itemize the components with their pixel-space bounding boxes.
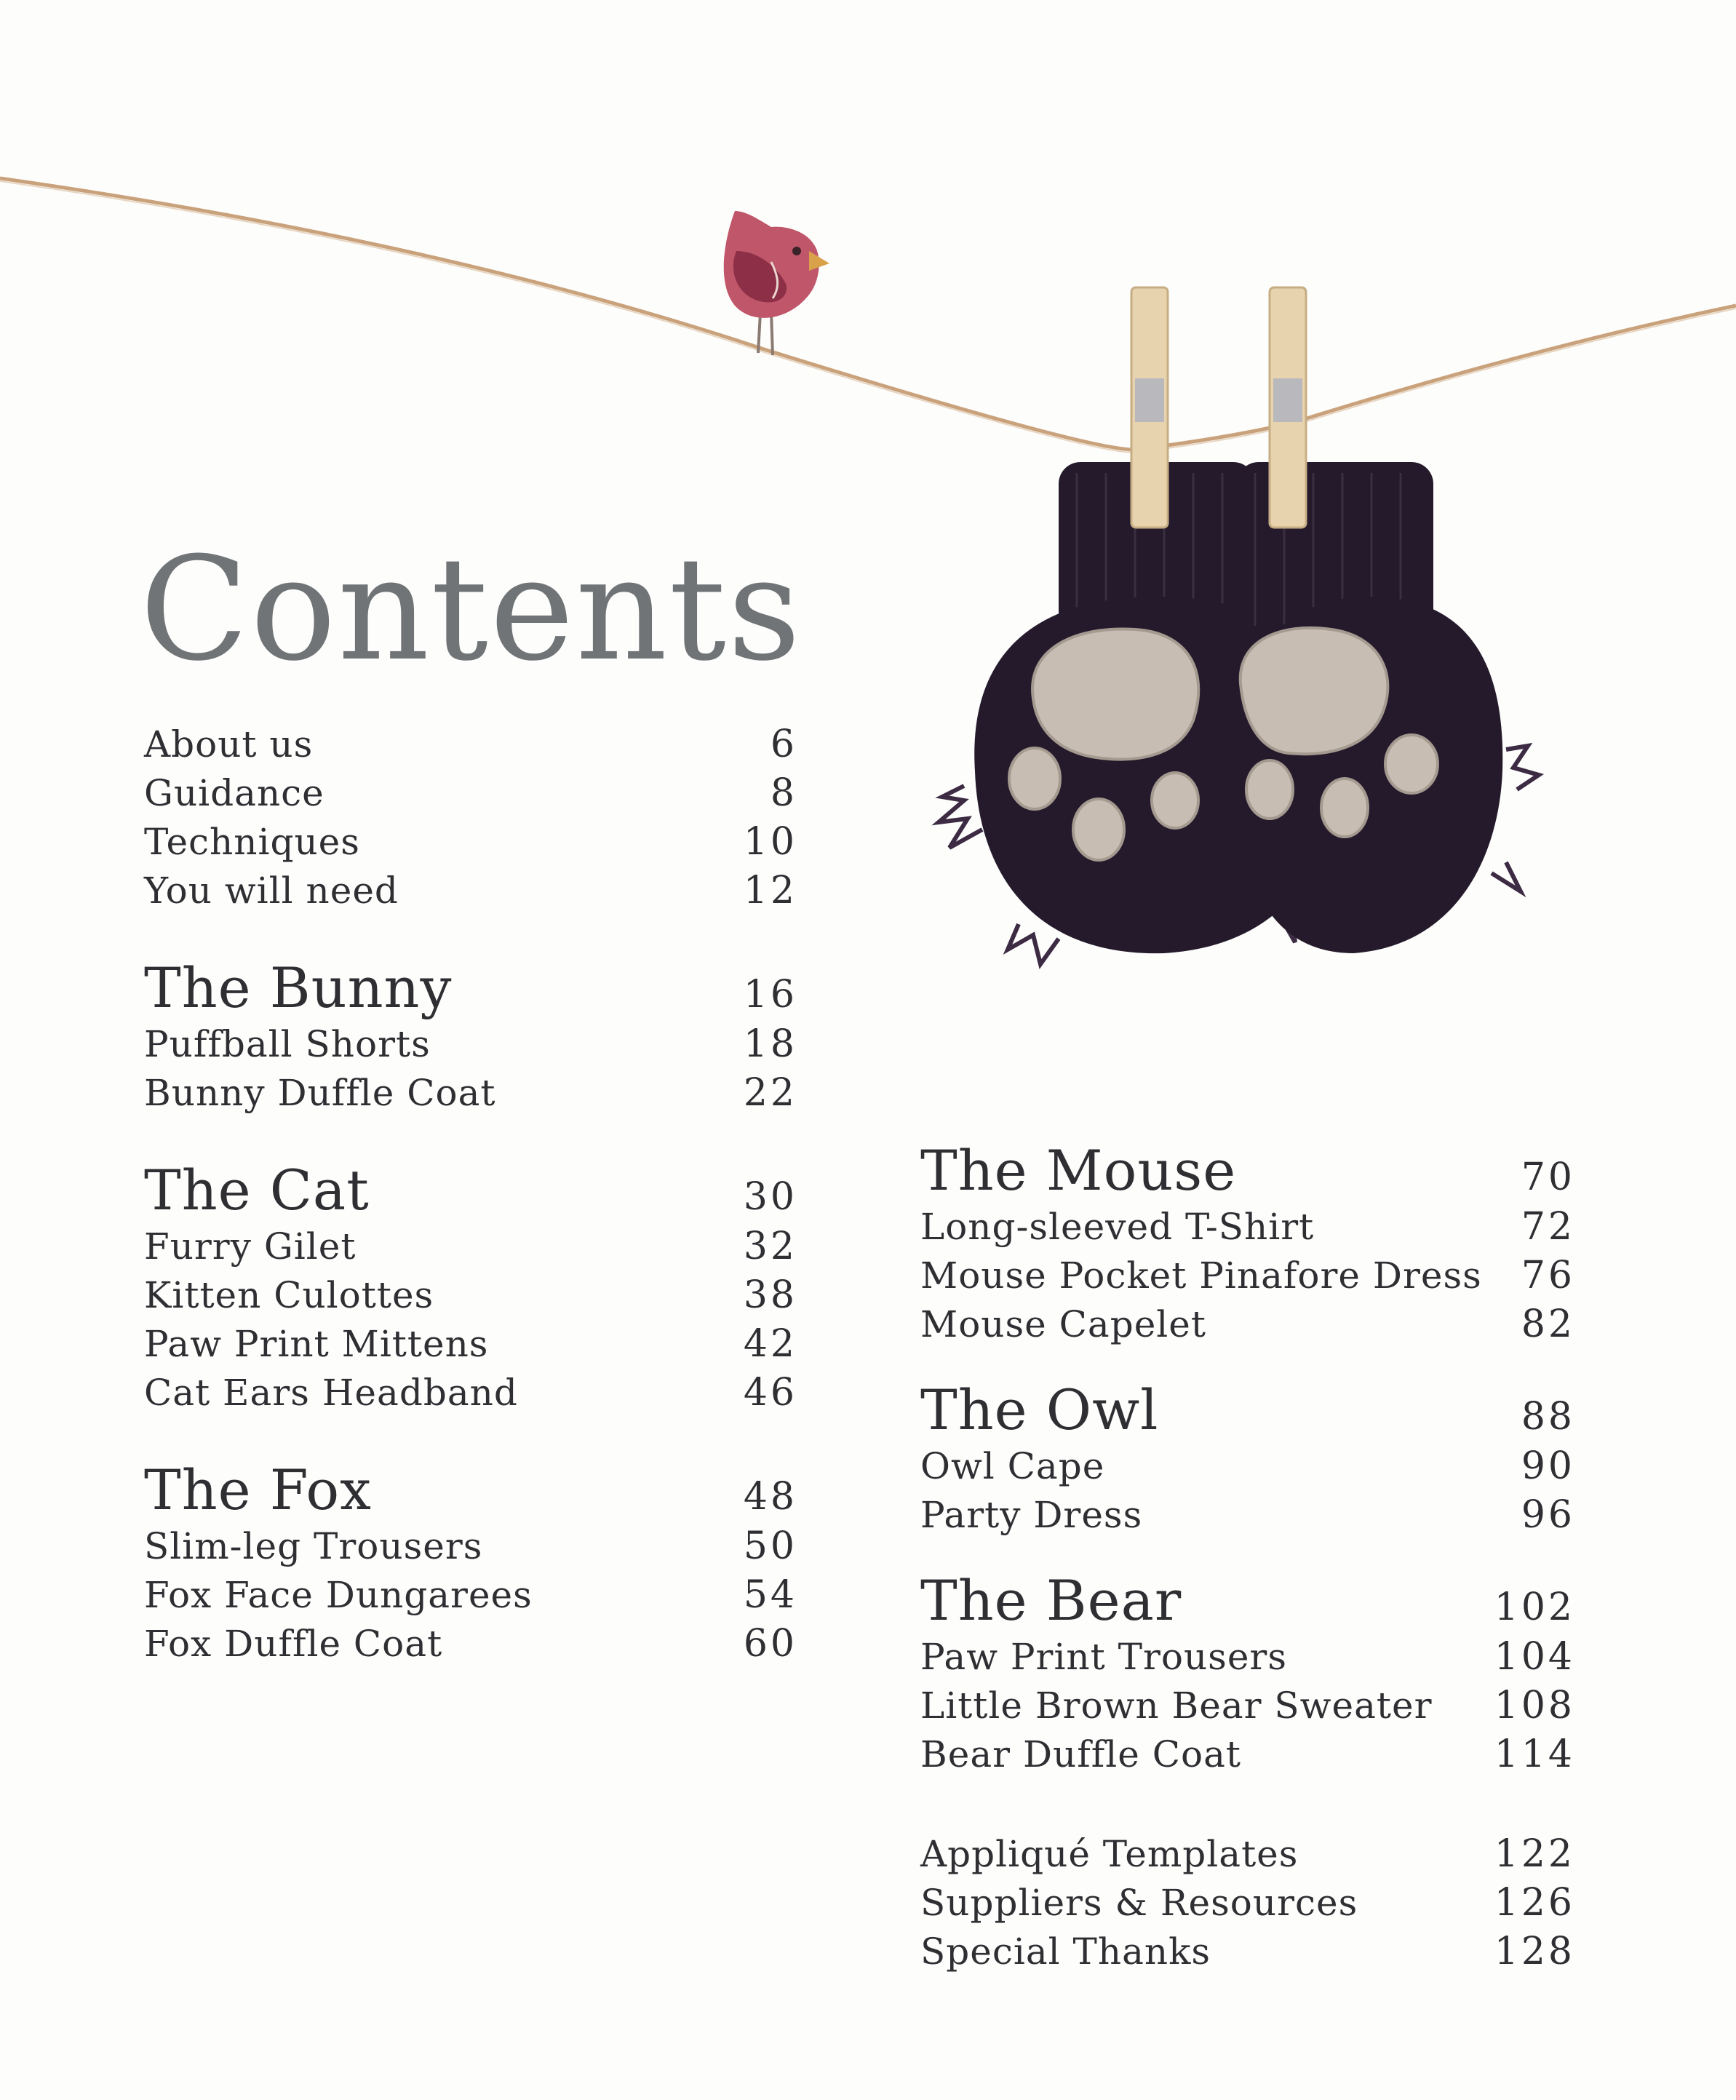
- toc-entry[interactable]: [920, 1300, 1575, 1349]
- left-mitten-icon: [939, 462, 1382, 964]
- toc-right-column: [920, 1139, 1575, 2005]
- toc-entry[interactable]: [144, 769, 797, 818]
- toc-entry-label: Mouse Capelet: [920, 1303, 1206, 1345]
- toc-page-number: 76: [1521, 1254, 1575, 1297]
- toc-entry[interactable]: [144, 720, 797, 769]
- bird-icon: [724, 211, 829, 355]
- toc-section-bear: [920, 1569, 1575, 1779]
- toc-entry[interactable]: [144, 1020, 797, 1069]
- toc-entry-label: Bear Duffle Coat: [920, 1733, 1241, 1775]
- toc-intro-group: [144, 720, 797, 915]
- toc-page-number: 42: [743, 1322, 797, 1366]
- toc-entry[interactable]: [920, 1830, 1575, 1879]
- toc-entry[interactable]: [920, 1928, 1575, 1976]
- toc-section-heading[interactable]: [920, 1569, 1575, 1633]
- toc-page-number: 6: [770, 723, 797, 766]
- toc-entry-label: Fox Face Dungarees: [144, 1574, 533, 1616]
- toc-heading-label: The Mouse: [920, 1138, 1237, 1203]
- toc-page-number: 10: [743, 820, 797, 864]
- toc-entry-label: Cat Ears Headband: [144, 1372, 518, 1414]
- toc-entry-label: Special Thanks: [920, 1930, 1211, 1973]
- toc-heading-label: The Bear: [920, 1568, 1182, 1633]
- toc-entry-label: Appliqué Templates: [920, 1833, 1299, 1875]
- toc-entry[interactable]: [144, 867, 797, 915]
- toc-page-number: 104: [1494, 1635, 1575, 1679]
- toc-entry-label: Puffball Shorts: [144, 1023, 431, 1065]
- toc-page-number: 18: [743, 1022, 797, 1066]
- toc-page-number: 96: [1521, 1493, 1575, 1537]
- toc-entry[interactable]: [920, 1730, 1575, 1779]
- toc-page-number: 12: [743, 869, 797, 912]
- toc-section-heading[interactable]: [144, 1158, 797, 1222]
- toc-entry[interactable]: [144, 1620, 797, 1669]
- toc-entry[interactable]: [920, 1203, 1575, 1252]
- toc-section-heading[interactable]: [920, 1139, 1575, 1203]
- toc-entry-label: About us: [144, 723, 314, 765]
- toc-appendix-group: [920, 1830, 1575, 1976]
- toc-entry-label: Owl Cape: [920, 1445, 1105, 1487]
- toc-page-number: 108: [1494, 1684, 1575, 1727]
- toc-page-number: 50: [743, 1524, 797, 1568]
- toc-page-number: 126: [1494, 1881, 1575, 1925]
- toc-page-number: 48: [743, 1475, 797, 1519]
- toc-page-number: 114: [1494, 1733, 1575, 1776]
- toc-entry-label: Bunny Duffle Coat: [144, 1072, 496, 1114]
- clothes-peg-icon: [1131, 287, 1306, 528]
- toc-entry-label: Fox Duffle Coat: [144, 1623, 443, 1665]
- toc-page-number: 70: [1521, 1156, 1575, 1199]
- toc-page-number: 82: [1521, 1302, 1575, 1346]
- toc-section-heading[interactable]: [144, 1458, 797, 1522]
- toc-section-owl: [920, 1378, 1575, 1540]
- toc-entry-label: Kitten Culottes: [144, 1274, 434, 1316]
- toc-entry[interactable]: [144, 1522, 797, 1571]
- toc-section-fox: [144, 1458, 797, 1669]
- toc-page-number: 102: [1494, 1586, 1575, 1629]
- toc-entry[interactable]: [144, 1069, 797, 1118]
- toc-page-number: 122: [1494, 1832, 1575, 1876]
- toc-entry[interactable]: [920, 1491, 1575, 1540]
- toc-page-number: 30: [743, 1175, 797, 1219]
- toc-entry-label: Mouse Pocket Pinafore Dress: [920, 1254, 1482, 1297]
- toc-section-heading[interactable]: [920, 1378, 1575, 1442]
- toc-page-number: 54: [743, 1573, 797, 1617]
- toc-entry-label: Furry Gilet: [144, 1225, 357, 1268]
- toc-page-number: 32: [743, 1225, 797, 1268]
- toc-section-cat: [144, 1158, 797, 1417]
- toc-entry[interactable]: [144, 1369, 797, 1417]
- toc-section-bunny: [144, 956, 797, 1118]
- twine-line: [0, 178, 1736, 450]
- toc-entry-label: Suppliers & Resources: [920, 1882, 1358, 1924]
- toc-entry[interactable]: [144, 1320, 797, 1369]
- toc-page-number: 128: [1494, 1930, 1575, 1973]
- toc-heading-label: The Cat: [144, 1158, 370, 1222]
- toc-page-number: 38: [743, 1273, 797, 1317]
- toc-heading-label: The Fox: [144, 1457, 372, 1522]
- toc-left-column: [144, 720, 797, 1698]
- toc-entry-label: Techniques: [144, 821, 360, 863]
- toc-entry-label: Paw Print Trousers: [920, 1636, 1287, 1678]
- toc-page-number: 72: [1521, 1205, 1575, 1249]
- toc-entry-label: Paw Print Mittens: [144, 1323, 489, 1365]
- toc-entry-label: Long-sleeved T-Shirt: [920, 1206, 1315, 1248]
- toc-page-number: 46: [743, 1371, 797, 1415]
- toc-section-heading[interactable]: [144, 956, 797, 1020]
- toc-entry[interactable]: [144, 818, 797, 867]
- toc-entry-label: Little Brown Bear Sweater: [920, 1685, 1433, 1727]
- toc-page-number: 90: [1521, 1444, 1575, 1488]
- toc-page-number: 8: [770, 771, 797, 815]
- toc-page-number: 22: [743, 1071, 797, 1115]
- toc-page-number: 60: [743, 1622, 797, 1666]
- toc-entry-label: Guidance: [144, 772, 324, 814]
- toc-heading-label: The Owl: [920, 1377, 1159, 1442]
- toc-entry-label: You will need: [144, 870, 399, 912]
- page-title: Contents: [140, 527, 803, 693]
- toc-entry[interactable]: [920, 1879, 1575, 1928]
- right-mitten-icon: [1233, 462, 1539, 953]
- toc-entry-label: Slim-leg Trousers: [144, 1525, 483, 1567]
- toc-entry-label: Party Dress: [920, 1494, 1143, 1536]
- toc-section-mouse: [920, 1139, 1575, 1349]
- toc-entry[interactable]: [144, 1222, 797, 1271]
- toc-page-number: 88: [1521, 1395, 1575, 1439]
- toc-heading-label: The Bunny: [144, 955, 453, 1020]
- toc-entry[interactable]: [920, 1682, 1575, 1730]
- toc-entry[interactable]: [144, 1271, 797, 1320]
- toc-page-number: 16: [743, 973, 797, 1017]
- toc-entry[interactable]: [920, 1442, 1575, 1491]
- toc-entry[interactable]: [920, 1252, 1575, 1300]
- toc-entry[interactable]: [920, 1633, 1575, 1682]
- toc-entry[interactable]: [144, 1571, 797, 1620]
